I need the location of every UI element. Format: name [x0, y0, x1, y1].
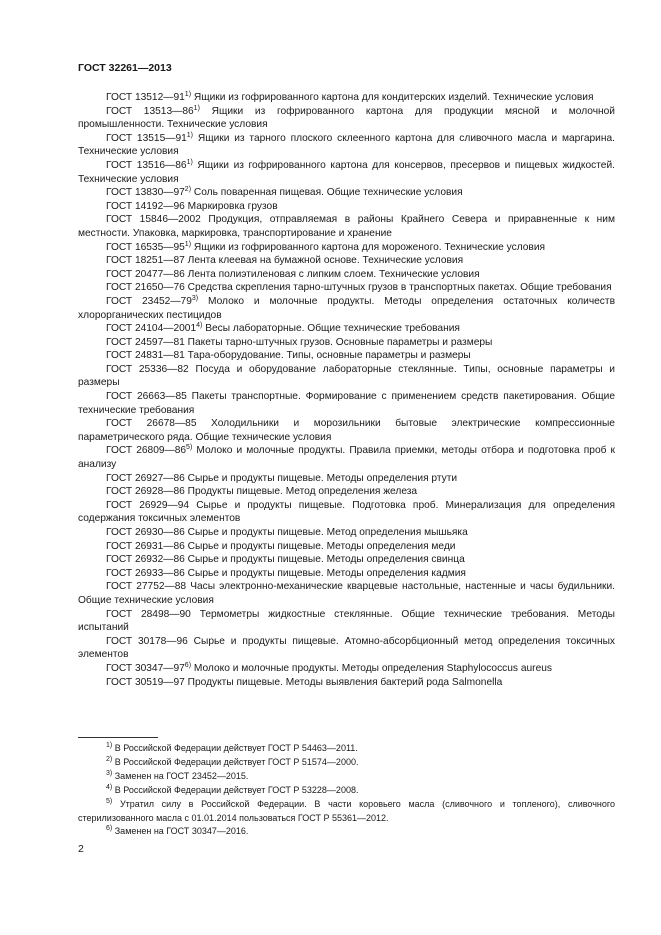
standard-code: ГОСТ 13516—86 — [106, 159, 187, 171]
standard-code: ГОСТ 13512—91 — [106, 92, 185, 103]
reference-entry — [78, 676, 615, 690]
standard-title: Термометры жидкостные стеклянные. Общие технические требования. Методы испытаний — [78, 608, 615, 634]
standard-code: ГОСТ 26678—85 — [106, 418, 197, 430]
standard-code: ГОСТ 26809—86 — [106, 445, 187, 457]
standard-title: Молоко и молочные продукты. Методы определения остаточных количеств хлорорганических пестицидов — [78, 295, 615, 321]
standard-title: Ящики из гофрированного картона для консервов, пресервов и пищевых жидкостей. Технические условия — [78, 159, 615, 185]
reference-entry — [78, 485, 615, 499]
standard-code: ГОСТ 24104—2001 — [106, 323, 197, 335]
standard-code: ГОСТ 23452—79 — [106, 295, 192, 307]
normative-references-list — [78, 91, 615, 689]
reference-entry — [78, 254, 615, 268]
footnote-mark: 1) — [106, 742, 113, 749]
standard-title: Часы электронно-механические кварцевые настольные, настенные и часы будильники. Общие технические условия — [78, 581, 615, 606]
footnote-text: В Российской Федерации действует ГОСТ Р 53228—2008. — [114, 784, 359, 795]
reference-entry — [78, 322, 615, 336]
reference-entry — [78, 295, 615, 322]
footnote — [78, 784, 615, 798]
standard-code: ГОСТ 13513—86 — [106, 105, 194, 117]
footnote-marker: 1) — [186, 131, 194, 139]
standard-code: ГОСТ 26932—86 — [106, 554, 185, 566]
reference-entry — [78, 281, 615, 295]
page-number: 2 — [78, 843, 84, 855]
footnote — [78, 756, 615, 770]
standard-title: Ящики из гофрированного картона для продукции мясной и молочной промышленности. Технические условия — [78, 105, 615, 131]
footnote-mark: 6) — [106, 825, 113, 833]
reference-entry — [78, 499, 615, 526]
standard-title: Продукты пищевые. Методы выявления бактерий рода Salmonella — [187, 676, 503, 688]
standard-title: Молоко и молочные продукты. Методы определения Staphylococcus aureus — [193, 662, 552, 674]
standard-title: Тара-оборудование. Типы, основные параметры и размеры — [187, 350, 471, 362]
footnote — [78, 798, 615, 826]
reference-entry — [78, 213, 615, 240]
footnote-divider — [78, 737, 158, 738]
standard-code: ГОСТ 30347—97 — [106, 662, 185, 674]
standard-code: ГОСТ 26930—86 — [106, 527, 185, 538]
standard-title: Ящики из гофрированного картона для кондитерских изделий. Технические условия — [193, 92, 594, 103]
footnote-marker: 3) — [191, 294, 199, 302]
footnote-marker: 1) — [184, 240, 192, 248]
reference-entry — [78, 526, 615, 540]
footnote-marker: 1) — [184, 91, 192, 98]
footnote-text: Утратил силу в Российской Федерации. В части коровьего масла (сливочного и топленого), сливочного стерилизованного масла с 01.01.2014 пользоваться ГОСТ Р 55361—2012. — [78, 798, 615, 823]
standard-code: ГОСТ 24597—81 — [106, 336, 185, 348]
footnote-text: Заменен на ГОСТ 23452—2015. — [114, 770, 249, 781]
standard-code: ГОСТ 30178—96 — [106, 635, 188, 647]
standard-code: ГОСТ 14192—96 — [106, 200, 185, 212]
reference-entry — [78, 132, 615, 159]
reference-entry — [78, 91, 615, 105]
reference-entry — [78, 186, 615, 200]
standard-code: ГОСТ 27752—88 — [106, 581, 187, 593]
standard-code: ГОСТ 28498—90 — [106, 608, 191, 620]
document-header: ГОСТ 32261—2013 — [78, 62, 172, 74]
standard-title: Сырье и продукты пищевые. Атомно-абсорбционный метод определения токсичных элементов — [78, 635, 615, 661]
standard-code: ГОСТ 18251—87 — [106, 255, 185, 267]
reference-entry — [78, 567, 615, 581]
standard-title: Продукты пищевые. Метод определения железа — [187, 486, 418, 498]
reference-entry — [78, 580, 615, 607]
footnote-marker: 6) — [184, 661, 192, 669]
standard-code: ГОСТ 30519—97 — [106, 676, 185, 688]
standard-title: Маркировка грузов — [187, 200, 278, 212]
footnote-text: Заменен на ГОСТ 30347—2016. — [114, 826, 249, 837]
reference-entry — [78, 472, 615, 486]
standard-code: ГОСТ 26931—86 — [106, 540, 185, 552]
standard-code: ГОСТ 25336—82 — [106, 363, 189, 375]
footnotes-list — [78, 742, 615, 839]
reference-entry — [78, 159, 615, 186]
standard-title: Сырье и продукты пищевые. Методы определения кадмия — [187, 567, 466, 579]
standard-title: Соль поваренная пищевая. Общие технические условия — [193, 187, 463, 199]
standard-code: ГОСТ 26927—86 — [106, 472, 185, 484]
footnote-marker: 1) — [186, 158, 193, 166]
standard-title: Молоко и молочные продукты. Правила приемки, методы отбора и подготовка проб к анализу — [78, 445, 615, 471]
footnote-marker: 4) — [196, 322, 203, 330]
standard-title: Сырье и продукты пищевые. Методы определения меди — [187, 540, 456, 552]
footnote-mark: 4) — [106, 783, 113, 791]
reference-entry — [78, 363, 615, 390]
standard-title: Пакеты транспортные. Формирование с применением средств пакетирования. Общие технические требования — [78, 391, 615, 416]
reference-entry — [78, 608, 615, 635]
footnote-mark: 5) — [106, 797, 113, 805]
footnote-text: В Российской Федерации действует ГОСТ Р 54463—2011. — [114, 743, 358, 753]
standard-title: Весы лабораторные. Общие технические требования — [205, 323, 460, 335]
standard-title: Сырье и продукты пищевые. Методы определения ртути — [187, 472, 458, 484]
standard-title: Продукция, отправляемая в районы Крайнего Севера и приравненные к ним местности. Упаковка, маркировка, транспортирование и хранение — [78, 214, 615, 239]
standard-title: Лента клеевая на бумажной основе. Технические условия — [187, 255, 464, 267]
reference-entry — [78, 268, 615, 282]
reference-entry — [78, 553, 615, 567]
footnote — [78, 770, 615, 784]
standard-code: ГОСТ 24831—81 — [106, 350, 185, 362]
reference-entry — [78, 444, 615, 471]
footnote — [78, 825, 615, 839]
standard-title: Посуда и оборудование лабораторные стеклянные. Типы, основные параметры и размеры — [78, 363, 615, 389]
footnote-marker: 5) — [186, 444, 193, 452]
footnote-mark: 3) — [106, 769, 113, 777]
standard-code: ГОСТ 13830—97 — [106, 187, 185, 199]
standard-code: ГОСТ 15846—2002 — [106, 214, 201, 226]
standard-title: Ящики из гофрированного картона для мороженого. Технические условия — [193, 241, 546, 253]
reference-entry — [78, 336, 615, 350]
reference-entry — [78, 390, 615, 417]
footnote — [78, 742, 615, 756]
footnote-marker: 2) — [184, 186, 192, 194]
standard-code: ГОСТ 26663—85 — [106, 391, 187, 403]
reference-entry — [78, 105, 615, 132]
standard-code: ГОСТ 16535—95 — [106, 241, 185, 253]
footnote-mark: 2) — [106, 755, 113, 763]
standard-code: ГОСТ 26933—86 — [106, 567, 185, 579]
reference-entry — [78, 417, 615, 444]
footnote-marker: 1) — [193, 104, 200, 112]
standard-title: Лента полиэтиленовая с липким слоем. Технические условия — [187, 268, 480, 280]
standard-title: Сырье и продукты пищевые. Подготовка проб. Минерализация для определения содержания токсичных элементов — [78, 499, 615, 525]
reference-entry — [78, 200, 615, 214]
standard-code: ГОСТ 26929—94 — [106, 499, 190, 511]
standard-title: Средства скрепления тарно-штучных грузов в транспортных пакетах. Общие требования — [187, 282, 612, 294]
reference-entry — [78, 241, 615, 255]
reference-entry — [78, 349, 615, 363]
standard-title: Сырье и продукты пищевые. Методы определения свинца — [187, 554, 465, 566]
standard-title: Холодильники и морозильники бытовые электрические компрессионные параметрического ряда. Общие технические условия — [78, 418, 615, 443]
standard-title: Сырье и продукты пищевые. Метод определения мышьяка — [187, 527, 468, 538]
footnote-text: В Российской Федерации действует ГОСТ Р 51574—2000. — [114, 756, 359, 767]
standard-code: ГОСТ 13515—91 — [106, 132, 187, 144]
standard-code: ГОСТ 21650—76 — [106, 282, 185, 294]
reference-entry — [78, 635, 615, 662]
standard-code: ГОСТ 26928—86 — [106, 486, 185, 498]
standard-title: Пакеты тарно-штучных грузов. Основные параметры и размеры — [187, 336, 493, 348]
reference-entry — [78, 662, 615, 676]
standard-title: Ящики из тарного плоского склеенного картона для сливочного масла и маргарина. Технические условия — [78, 132, 615, 158]
reference-entry — [78, 540, 615, 554]
standard-code: ГОСТ 20477—86 — [106, 268, 185, 280]
